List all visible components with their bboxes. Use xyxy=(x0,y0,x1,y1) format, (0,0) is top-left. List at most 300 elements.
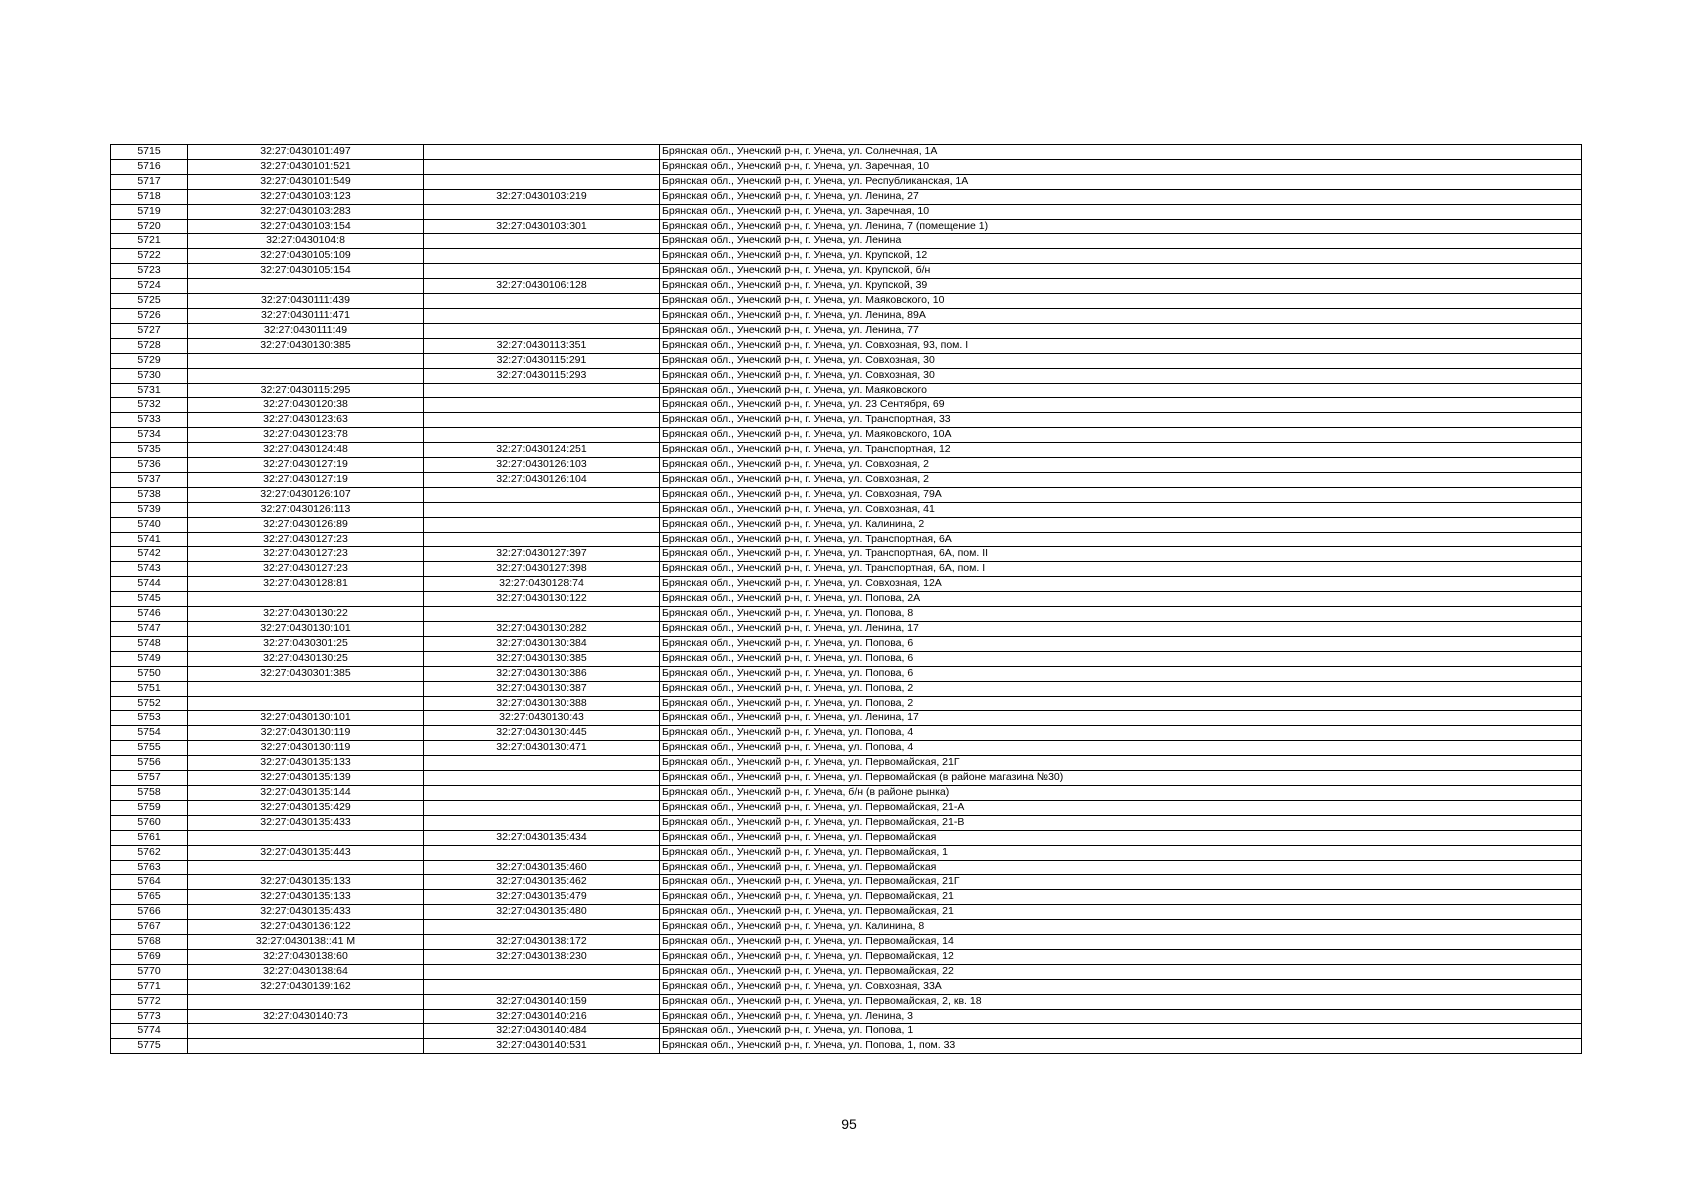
address-cell: Брянская обл., Унечский р-н, г. Унеча, ул. Ленина xyxy=(660,234,1582,249)
row-number-cell: 5769 xyxy=(111,949,188,964)
land-cadastral-number-cell: 32:27:0430111:471 xyxy=(188,308,424,323)
land-cadastral-number-cell: 32:27:0430135:433 xyxy=(188,905,424,920)
table-row xyxy=(111,234,1582,249)
land-cadastral-number-cell: 32:27:0430138:60 xyxy=(188,949,424,964)
row-number-cell: 5758 xyxy=(111,785,188,800)
object-cadastral-number-cell: 32:27:0430130:387 xyxy=(424,681,660,696)
address-cell: Брянская обл., Унечский р-н, г. Унеча, ул. Первомайская, 21-В xyxy=(660,815,1582,830)
address-cell: Брянская обл., Унечский р-н, г. Унеча, ул. Попова, 1 xyxy=(660,1024,1582,1039)
address-cell: Брянская обл., Унечский р-н, г. Унеча, ул. Совхозная, 93, пом. I xyxy=(660,338,1582,353)
land-cadastral-number-cell: 32:27:0430120:38 xyxy=(188,398,424,413)
table-row xyxy=(111,249,1582,264)
object-cadastral-number-cell xyxy=(424,502,660,517)
address-cell: Брянская обл., Унечский р-н, г. Унеча, ул. Первомайская, 21 xyxy=(660,890,1582,905)
row-number-cell: 5724 xyxy=(111,279,188,294)
land-cadastral-number-cell: 32:27:0430123:78 xyxy=(188,428,424,443)
table-row xyxy=(111,279,1582,294)
table-row xyxy=(111,711,1582,726)
row-number-cell: 5764 xyxy=(111,875,188,890)
address-cell: Брянская обл., Унечский р-н, г. Унеча, ул. Крупской, б/н xyxy=(660,264,1582,279)
row-number-cell: 5738 xyxy=(111,487,188,502)
land-cadastral-number-cell xyxy=(188,994,424,1009)
object-cadastral-number-cell: 32:27:0430124:251 xyxy=(424,443,660,458)
address-cell: Брянская обл., Унечский р-н, г. Унеча, ул. Первомайская, 22 xyxy=(660,964,1582,979)
row-number-cell: 5736 xyxy=(111,458,188,473)
table-row xyxy=(111,622,1582,637)
land-cadastral-number-cell: 32:27:0430127:23 xyxy=(188,562,424,577)
object-cadastral-number-cell xyxy=(424,920,660,935)
address-cell: Брянская обл., Унечский р-н, г. Унеча, ул. Крупской, 12 xyxy=(660,249,1582,264)
row-number-cell: 5719 xyxy=(111,204,188,219)
row-number-cell: 5716 xyxy=(111,159,188,174)
object-cadastral-number-cell xyxy=(424,532,660,547)
address-cell: Брянская обл., Унечский р-н, г. Унеча, ул. Крупской, 39 xyxy=(660,279,1582,294)
address-cell: Брянская обл., Унечский р-н, г. Унеча, ул. Попова, 4 xyxy=(660,741,1582,756)
row-number-cell: 5718 xyxy=(111,189,188,204)
row-number-cell: 5721 xyxy=(111,234,188,249)
address-cell: Брянская обл., Унечский р-н, г. Унеча, ул. Попова, 1, пом. 33 xyxy=(660,1039,1582,1054)
land-cadastral-number-cell xyxy=(188,681,424,696)
table-body xyxy=(111,145,1582,1054)
address-cell: Брянская обл., Унечский р-н, г. Унеча, ул. Первомайская, 21Г xyxy=(660,875,1582,890)
land-cadastral-number-cell: 32:27:0430130:22 xyxy=(188,607,424,622)
land-cadastral-number-cell: 32:27:0430130:385 xyxy=(188,338,424,353)
address-cell: Брянская обл., Унечский р-н, г. Унеча, ул. Первомайская, 2, кв. 18 xyxy=(660,994,1582,1009)
address-cell: Брянская обл., Унечский р-н, г. Унеча, ул. Совхозная, 30 xyxy=(660,353,1582,368)
land-cadastral-number-cell: 32:27:0430135:133 xyxy=(188,890,424,905)
table-row xyxy=(111,323,1582,338)
land-cadastral-number-cell: 32:27:0430111:49 xyxy=(188,323,424,338)
table-row xyxy=(111,189,1582,204)
row-number-cell: 5775 xyxy=(111,1039,188,1054)
object-cadastral-number-cell: 32:27:0430130:388 xyxy=(424,696,660,711)
table-row xyxy=(111,562,1582,577)
row-number-cell: 5767 xyxy=(111,920,188,935)
table-row xyxy=(111,1009,1582,1024)
object-cadastral-number-cell xyxy=(424,428,660,443)
object-cadastral-number-cell: 32:27:0430135:460 xyxy=(424,860,660,875)
address-cell: Брянская обл., Унечский р-н, г. Унеча, ул. Первомайская xyxy=(660,830,1582,845)
object-cadastral-number-cell xyxy=(424,964,660,979)
address-cell: Брянская обл., Унечский р-н, г. Унеча, ул. Ленина, 27 xyxy=(660,189,1582,204)
row-number-cell: 5731 xyxy=(111,383,188,398)
object-cadastral-number-cell xyxy=(424,264,660,279)
address-cell: Брянская обл., Унечский р-н, г. Унеча, ул. Первомайская, 21 xyxy=(660,905,1582,920)
address-cell: Брянская обл., Унечский р-н, г. Унеча, ул. 23 Сентября, 69 xyxy=(660,398,1582,413)
row-number-cell: 5759 xyxy=(111,800,188,815)
land-cadastral-number-cell xyxy=(188,860,424,875)
object-cadastral-number-cell: 32:27:0430135:434 xyxy=(424,830,660,845)
land-cadastral-number-cell: 32:27:0430127:19 xyxy=(188,458,424,473)
row-number-cell: 5734 xyxy=(111,428,188,443)
object-cadastral-number-cell xyxy=(424,785,660,800)
object-cadastral-number-cell: 32:27:0430127:398 xyxy=(424,562,660,577)
object-cadastral-number-cell xyxy=(424,756,660,771)
object-cadastral-number-cell: 32:27:0430135:480 xyxy=(424,905,660,920)
address-cell: Брянская обл., Унечский р-н, г. Унеча, ул. Транспортная, 6А, пом. I xyxy=(660,562,1582,577)
address-cell: Брянская обл., Унечский р-н, г. Унеча, ул. Заречная, 10 xyxy=(660,204,1582,219)
land-cadastral-number-cell: 32:27:0430130:119 xyxy=(188,741,424,756)
table-row xyxy=(111,577,1582,592)
land-cadastral-number-cell xyxy=(188,592,424,607)
object-cadastral-number-cell: 32:27:0430138:230 xyxy=(424,949,660,964)
row-number-cell: 5768 xyxy=(111,935,188,950)
table-row xyxy=(111,264,1582,279)
row-number-cell: 5762 xyxy=(111,845,188,860)
row-number-cell: 5722 xyxy=(111,249,188,264)
row-number-cell: 5760 xyxy=(111,815,188,830)
land-cadastral-number-cell: 32:27:0430135:133 xyxy=(188,756,424,771)
object-cadastral-number-cell xyxy=(424,159,660,174)
row-number-cell: 5740 xyxy=(111,517,188,532)
row-number-cell: 5761 xyxy=(111,830,188,845)
object-cadastral-number-cell: 32:27:0430115:291 xyxy=(424,353,660,368)
table-row xyxy=(111,487,1582,502)
land-cadastral-number-cell: 32:27:0430139:162 xyxy=(188,979,424,994)
land-cadastral-number-cell: 32:27:0430135:133 xyxy=(188,875,424,890)
row-number-cell: 5755 xyxy=(111,741,188,756)
table-row xyxy=(111,308,1582,323)
object-cadastral-number-cell xyxy=(424,249,660,264)
row-number-cell: 5773 xyxy=(111,1009,188,1024)
row-number-cell: 5756 xyxy=(111,756,188,771)
land-cadastral-number-cell: 32:27:0430130:25 xyxy=(188,651,424,666)
address-cell: Брянская обл., Унечский р-н, г. Унеча, б/н (в районе рынка) xyxy=(660,785,1582,800)
row-number-cell: 5729 xyxy=(111,353,188,368)
table-row xyxy=(111,458,1582,473)
address-cell: Брянская обл., Унечский р-н, г. Унеча, ул. Ленина, 77 xyxy=(660,323,1582,338)
object-cadastral-number-cell: 32:27:0430135:462 xyxy=(424,875,660,890)
object-cadastral-number-cell: 32:27:0430130:445 xyxy=(424,726,660,741)
table-row xyxy=(111,1024,1582,1039)
table-row xyxy=(111,174,1582,189)
address-cell: Брянская обл., Унечский р-н, г. Унеча, ул. Попова, 2А xyxy=(660,592,1582,607)
row-number-cell: 5754 xyxy=(111,726,188,741)
land-cadastral-number-cell xyxy=(188,279,424,294)
table-row xyxy=(111,413,1582,428)
row-number-cell: 5733 xyxy=(111,413,188,428)
object-cadastral-number-cell: 32:27:0430127:397 xyxy=(424,547,660,562)
row-number-cell: 5746 xyxy=(111,607,188,622)
object-cadastral-number-cell xyxy=(424,517,660,532)
address-cell: Брянская обл., Унечский р-н, г. Унеча, ул. Первомайская, 14 xyxy=(660,935,1582,950)
land-cadastral-number-cell: 32:27:0430301:385 xyxy=(188,666,424,681)
land-cadastral-number-cell: 32:27:0430103:283 xyxy=(188,204,424,219)
table-row xyxy=(111,294,1582,309)
land-cadastral-number-cell: 32:27:0430103:123 xyxy=(188,189,424,204)
object-cadastral-number-cell: 32:27:0430130:43 xyxy=(424,711,660,726)
address-cell: Брянская обл., Унечский р-н, г. Унеча, ул. Ленина, 3 xyxy=(660,1009,1582,1024)
property-registry-table xyxy=(110,144,1582,1054)
object-cadastral-number-cell xyxy=(424,398,660,413)
land-cadastral-number-cell: 32:27:0430103:154 xyxy=(188,219,424,234)
address-cell: Брянская обл., Унечский р-н, г. Унеча, ул. Калинина, 8 xyxy=(660,920,1582,935)
address-cell: Брянская обл., Унечский р-н, г. Унеча, ул. Маяковского xyxy=(660,383,1582,398)
table-row xyxy=(111,532,1582,547)
address-cell: Брянская обл., Унечский р-н, г. Унеча, ул. Ленина, 7 (помещение 1) xyxy=(660,219,1582,234)
land-cadastral-number-cell xyxy=(188,1024,424,1039)
address-cell: Брянская обл., Унечский р-н, г. Унеча, ул. Совхозная, 41 xyxy=(660,502,1582,517)
row-number-cell: 5771 xyxy=(111,979,188,994)
table-row xyxy=(111,696,1582,711)
land-cadastral-number-cell: 32:27:0430105:109 xyxy=(188,249,424,264)
object-cadastral-number-cell: 32:27:0430115:293 xyxy=(424,368,660,383)
table-row xyxy=(111,905,1582,920)
address-cell: Брянская обл., Унечский р-н, г. Унеча, ул. Транспортная, 6А, пом. II xyxy=(660,547,1582,562)
object-cadastral-number-cell: 32:27:0430135:479 xyxy=(424,890,660,905)
row-number-cell: 5723 xyxy=(111,264,188,279)
object-cadastral-number-cell xyxy=(424,771,660,786)
land-cadastral-number-cell: 32:27:0430124:48 xyxy=(188,443,424,458)
row-number-cell: 5720 xyxy=(111,219,188,234)
land-cadastral-number-cell: 32:27:0430105:154 xyxy=(188,264,424,279)
table-row xyxy=(111,353,1582,368)
table-row xyxy=(111,800,1582,815)
object-cadastral-number-cell xyxy=(424,979,660,994)
row-number-cell: 5752 xyxy=(111,696,188,711)
table-row xyxy=(111,368,1582,383)
object-cadastral-number-cell xyxy=(424,607,660,622)
object-cadastral-number-cell xyxy=(424,204,660,219)
address-cell: Брянская обл., Унечский р-н, г. Унеча, ул. Совхозная, 30 xyxy=(660,368,1582,383)
table-row xyxy=(111,756,1582,771)
address-cell: Брянская обл., Унечский р-н, г. Унеча, ул. Совхозная, 12А xyxy=(660,577,1582,592)
address-cell: Брянская обл., Унечский р-н, г. Унеча, ул. Первомайская, 21-А xyxy=(660,800,1582,815)
object-cadastral-number-cell: 32:27:0430106:128 xyxy=(424,279,660,294)
row-number-cell: 5730 xyxy=(111,368,188,383)
object-cadastral-number-cell xyxy=(424,815,660,830)
address-cell: Брянская обл., Унечский р-н, г. Унеча, ул. Первомайская xyxy=(660,860,1582,875)
row-number-cell: 5739 xyxy=(111,502,188,517)
land-cadastral-number-cell: 32:27:0430136:122 xyxy=(188,920,424,935)
table-row xyxy=(111,145,1582,160)
land-cadastral-number-cell: 32:27:0430135:429 xyxy=(188,800,424,815)
address-cell: Брянская обл., Унечский р-н, г. Унеча, ул. Калинина, 2 xyxy=(660,517,1582,532)
table-row xyxy=(111,815,1582,830)
object-cadastral-number-cell: 32:27:0430140:159 xyxy=(424,994,660,1009)
table-row xyxy=(111,592,1582,607)
row-number-cell: 5744 xyxy=(111,577,188,592)
table-row xyxy=(111,607,1582,622)
table-row xyxy=(111,920,1582,935)
land-cadastral-number-cell xyxy=(188,1039,424,1054)
table-row xyxy=(111,830,1582,845)
object-cadastral-number-cell: 32:27:0430128:74 xyxy=(424,577,660,592)
table-row xyxy=(111,666,1582,681)
row-number-cell: 5742 xyxy=(111,547,188,562)
land-cadastral-number-cell: 32:27:0430135:443 xyxy=(188,845,424,860)
row-number-cell: 5774 xyxy=(111,1024,188,1039)
object-cadastral-number-cell xyxy=(424,323,660,338)
object-cadastral-number-cell xyxy=(424,413,660,428)
object-cadastral-number-cell xyxy=(424,845,660,860)
object-cadastral-number-cell: 32:27:0430126:103 xyxy=(424,458,660,473)
table-row xyxy=(111,890,1582,905)
row-number-cell: 5770 xyxy=(111,964,188,979)
land-cadastral-number-cell: 32:27:0430126:113 xyxy=(188,502,424,517)
land-cadastral-number-cell: 32:27:0430115:295 xyxy=(188,383,424,398)
land-cadastral-number-cell xyxy=(188,696,424,711)
address-cell: Брянская обл., Унечский р-н, г. Унеча, ул. Попова, 2 xyxy=(660,696,1582,711)
land-cadastral-number-cell: 32:27:0430135:144 xyxy=(188,785,424,800)
row-number-cell: 5750 xyxy=(111,666,188,681)
land-cadastral-number-cell: 32:27:0430127:19 xyxy=(188,472,424,487)
land-cadastral-number-cell xyxy=(188,368,424,383)
table-row xyxy=(111,785,1582,800)
land-cadastral-number-cell xyxy=(188,353,424,368)
object-cadastral-number-cell: 32:27:0430130:282 xyxy=(424,622,660,637)
land-cadastral-number-cell: 32:27:0430301:25 xyxy=(188,636,424,651)
land-cadastral-number-cell: 32:27:0430101:497 xyxy=(188,145,424,160)
address-cell: Брянская обл., Унечский р-н, г. Унеча, ул. Совхозная, 79А xyxy=(660,487,1582,502)
address-cell: Брянская обл., Унечский р-н, г. Унеча, ул. Совхозная, 33А xyxy=(660,979,1582,994)
object-cadastral-number-cell: 32:27:0430130:386 xyxy=(424,666,660,681)
object-cadastral-number-cell: 32:27:0430140:216 xyxy=(424,1009,660,1024)
land-cadastral-number-cell: 32:27:0430135:139 xyxy=(188,771,424,786)
row-number-cell: 5743 xyxy=(111,562,188,577)
object-cadastral-number-cell xyxy=(424,145,660,160)
row-number-cell: 5715 xyxy=(111,145,188,160)
table-row xyxy=(111,502,1582,517)
row-number-cell: 5765 xyxy=(111,890,188,905)
address-cell: Брянская обл., Унечский р-н, г. Унеча, ул. Транспортная, 12 xyxy=(660,443,1582,458)
table-row xyxy=(111,517,1582,532)
table-row xyxy=(111,860,1582,875)
table-row xyxy=(111,949,1582,964)
address-cell: Брянская обл., Унечский р-н, г. Унеча, ул. Попова, 6 xyxy=(660,651,1582,666)
row-number-cell: 5748 xyxy=(111,636,188,651)
row-number-cell: 5757 xyxy=(111,771,188,786)
address-cell: Брянская обл., Унечский р-н, г. Унеча, ул. Попова, 8 xyxy=(660,607,1582,622)
row-number-cell: 5728 xyxy=(111,338,188,353)
land-cadastral-number-cell: 32:27:0430135:433 xyxy=(188,815,424,830)
address-cell: Брянская обл., Унечский р-н, г. Унеча, ул. Попова, 4 xyxy=(660,726,1582,741)
row-number-cell: 5725 xyxy=(111,294,188,309)
row-number-cell: 5766 xyxy=(111,905,188,920)
table-row xyxy=(111,338,1582,353)
row-number-cell: 5732 xyxy=(111,398,188,413)
object-cadastral-number-cell: 32:27:0430140:531 xyxy=(424,1039,660,1054)
land-cadastral-number-cell: 32:27:0430130:101 xyxy=(188,711,424,726)
object-cadastral-number-cell: 32:27:0430140:484 xyxy=(424,1024,660,1039)
table-row xyxy=(111,651,1582,666)
land-cadastral-number-cell: 32:27:0430104:8 xyxy=(188,234,424,249)
address-cell: Брянская обл., Унечский р-н, г. Унеча, ул. Попова, 6 xyxy=(660,636,1582,651)
object-cadastral-number-cell xyxy=(424,294,660,309)
object-cadastral-number-cell: 32:27:0430103:301 xyxy=(424,219,660,234)
land-cadastral-number-cell: 32:27:0430138:64 xyxy=(188,964,424,979)
address-cell: Брянская обл., Унечский р-н, г. Унеча, ул. Первомайская, 12 xyxy=(660,949,1582,964)
row-number-cell: 5717 xyxy=(111,174,188,189)
address-cell: Брянская обл., Унечский р-н, г. Унеча, ул. Попова, 6 xyxy=(660,666,1582,681)
land-cadastral-number-cell: 32:27:0430138::41 М xyxy=(188,935,424,950)
land-cadastral-number-cell: 32:27:0430126:89 xyxy=(188,517,424,532)
address-cell: Брянская обл., Унечский р-н, г. Унеча, ул. Заречная, 10 xyxy=(660,159,1582,174)
row-number-cell: 5726 xyxy=(111,308,188,323)
table-row xyxy=(111,1039,1582,1054)
table-row xyxy=(111,547,1582,562)
address-cell: Брянская обл., Унечский р-н, г. Унеча, ул. Ленина, 17 xyxy=(660,711,1582,726)
object-cadastral-number-cell: 32:27:0430130:471 xyxy=(424,741,660,756)
object-cadastral-number-cell xyxy=(424,383,660,398)
address-cell: Брянская обл., Унечский р-н, г. Унеча, ул. Маяковского, 10 xyxy=(660,294,1582,309)
table-row xyxy=(111,636,1582,651)
table-row xyxy=(111,994,1582,1009)
object-cadastral-number-cell xyxy=(424,234,660,249)
row-number-cell: 5737 xyxy=(111,472,188,487)
table-row xyxy=(111,383,1582,398)
table-row xyxy=(111,219,1582,234)
land-cadastral-number-cell: 32:27:0430130:119 xyxy=(188,726,424,741)
address-cell: Брянская обл., Унечский р-н, г. Унеча, ул. Ленина, 89А xyxy=(660,308,1582,323)
object-cadastral-number-cell: 32:27:0430130:384 xyxy=(424,636,660,651)
land-cadastral-number-cell: 32:27:0430123:63 xyxy=(188,413,424,428)
land-cadastral-number-cell: 32:27:0430127:23 xyxy=(188,547,424,562)
table-row xyxy=(111,204,1582,219)
address-cell: Брянская обл., Унечский р-н, г. Унеча, ул. Республиканская, 1А xyxy=(660,174,1582,189)
row-number-cell: 5747 xyxy=(111,622,188,637)
address-cell: Брянская обл., Унечский р-н, г. Унеча, ул. Солнечная, 1А xyxy=(660,145,1582,160)
address-cell: Брянская обл., Унечский р-н, г. Унеча, ул. Попова, 2 xyxy=(660,681,1582,696)
row-number-cell: 5763 xyxy=(111,860,188,875)
object-cadastral-number-cell: 32:27:0430113:351 xyxy=(424,338,660,353)
object-cadastral-number-cell xyxy=(424,800,660,815)
address-cell: Брянская обл., Унечский р-н, г. Унеча, ул. Первомайская, 21Г xyxy=(660,756,1582,771)
row-number-cell: 5749 xyxy=(111,651,188,666)
land-cadastral-number-cell: 32:27:0430126:107 xyxy=(188,487,424,502)
table-row xyxy=(111,845,1582,860)
address-cell: Брянская обл., Унечский р-н, г. Унеча, ул. Ленина, 17 xyxy=(660,622,1582,637)
table-row xyxy=(111,159,1582,174)
table-row xyxy=(111,681,1582,696)
address-cell: Брянская обл., Унечский р-н, г. Унеча, ул. Маяковского, 10А xyxy=(660,428,1582,443)
land-cadastral-number-cell: 32:27:0430140:73 xyxy=(188,1009,424,1024)
table-row xyxy=(111,443,1582,458)
row-number-cell: 5727 xyxy=(111,323,188,338)
row-number-cell: 5741 xyxy=(111,532,188,547)
row-number-cell: 5735 xyxy=(111,443,188,458)
page-number: 95 xyxy=(841,1116,857,1132)
object-cadastral-number-cell: 32:27:0430126:104 xyxy=(424,472,660,487)
address-cell: Брянская обл., Унечский р-н, г. Унеча, ул. Транспортная, 33 xyxy=(660,413,1582,428)
table-row xyxy=(111,398,1582,413)
land-cadastral-number-cell xyxy=(188,830,424,845)
land-cadastral-number-cell: 32:27:0430101:549 xyxy=(188,174,424,189)
object-cadastral-number-cell: 32:27:0430138:172 xyxy=(424,935,660,950)
land-cadastral-number-cell: 32:27:0430111:439 xyxy=(188,294,424,309)
land-cadastral-number-cell: 32:27:0430128:81 xyxy=(188,577,424,592)
table-row xyxy=(111,935,1582,950)
object-cadastral-number-cell xyxy=(424,308,660,323)
table-row xyxy=(111,428,1582,443)
table-row xyxy=(111,472,1582,487)
object-cadastral-number-cell xyxy=(424,174,660,189)
row-number-cell: 5751 xyxy=(111,681,188,696)
table-row xyxy=(111,741,1582,756)
table-row xyxy=(111,875,1582,890)
table-row xyxy=(111,964,1582,979)
object-cadastral-number-cell: 32:27:0430103:219 xyxy=(424,189,660,204)
object-cadastral-number-cell: 32:27:0430130:122 xyxy=(424,592,660,607)
address-cell: Брянская обл., Унечский р-н, г. Унеча, ул. Первомайская, 1 xyxy=(660,845,1582,860)
address-cell: Брянская обл., Унечский р-н, г. Унеча, ул. Совхозная, 2 xyxy=(660,458,1582,473)
table-row xyxy=(111,771,1582,786)
land-cadastral-number-cell: 32:27:0430130:101 xyxy=(188,622,424,637)
table-row xyxy=(111,726,1582,741)
table-row xyxy=(111,979,1582,994)
land-cadastral-number-cell: 32:27:0430127:23 xyxy=(188,532,424,547)
address-cell: Брянская обл., Унечский р-н, г. Унеча, ул. Совхозная, 2 xyxy=(660,472,1582,487)
